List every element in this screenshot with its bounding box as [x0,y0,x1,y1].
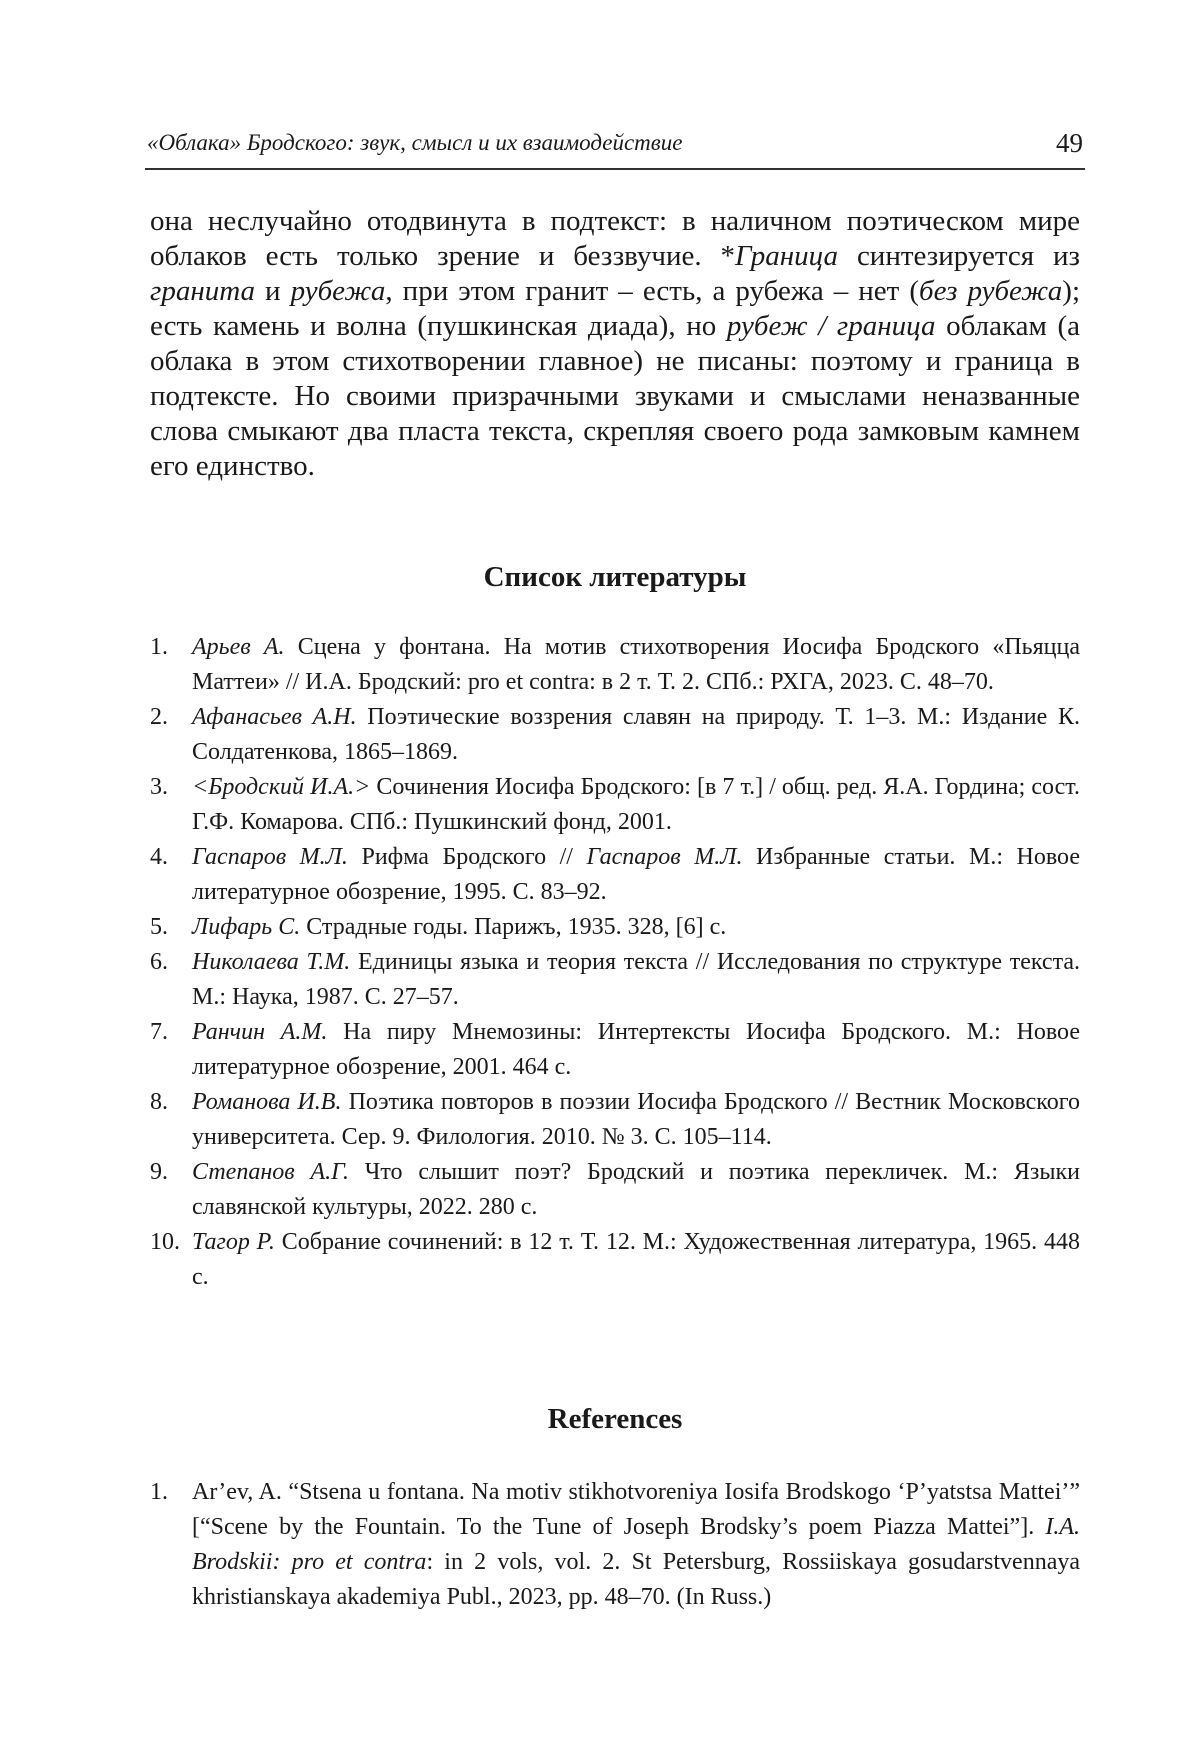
running-header [145,128,1085,170]
body-emphasis: рубежа [290,275,386,307]
item-number: 1. [150,634,168,660]
body-paragraph [150,204,1080,484]
item-author: Афанасьев А.Н. [192,704,357,730]
item-text: Сцена у фонтана. На мотив стихотворения Иосифа Бродского «Пьяцца Маттеи» // И.А. Бродский: pro et contra: в 2 т. Т. 2. СПб.: РХГА, 2023. С. 48–70. [192,634,1081,695]
literature-item [150,1225,1080,1295]
item-number: 9. [150,1159,168,1185]
item-author: Николаева Т.М. [192,949,351,975]
references-section-title: References [547,1403,683,1435]
item-text: : in 2 vols, vol. 2. St Petersburg, Rossiiskaya gosudarstvennaya khristianskaya akademiya Publ., 2023, pp. 48–70. (In Russ.) [192,1549,1081,1610]
item-text: Что слышит поэт? Бродский и поэтика перекличек. М.: Языки славянской культуры, 2022. 280 с. [192,1159,1080,1220]
running-title: «Облака» Бродского: звук, смысл и их взаимодействие [147,130,683,155]
item-number: 8. [150,1089,168,1115]
item-author: Арьев А. [192,634,285,660]
item-number: 3. [150,774,168,800]
item-number: 4. [150,844,168,870]
literature-item [150,945,1080,1015]
item-author: Ранчин А.М. [192,1019,328,1045]
item-text: Сочинения Иосифа Бродского: [в 7 т.] / общ. ред. Я.А. Гордина; сост. Г.Ф. Комарова. СПб.: Пушкинский фонд, 2001. [192,774,1080,835]
item-number: 6. [150,949,168,975]
literature-list [150,630,1080,1295]
literature-item [150,1085,1080,1155]
literature-item [150,1015,1080,1085]
literature-item [150,910,1080,945]
body-text-run: , при этом гранит – есть, а рубежа – нет ( [385,275,920,307]
item-number: 2. [150,704,168,730]
item-author: Степанов А.Г. [192,1159,349,1185]
literature-item [150,1155,1080,1225]
literature-item [150,700,1080,770]
item-text: Ar’ev, A. “Stsena u fontana. Na motiv stikhotvoreniya Iosifa Brodskogo ‘P’yatstsa Mattei’” [“Scene by the Fountain. To the Tune of Joseph Brodsky’s poem Piazza Mattei”]. [192,1479,1080,1540]
body-emphasis: Граница [735,240,838,272]
body-text-run: синтезируется из [837,240,1080,272]
literature-section-title: Список литературы [483,561,747,593]
page-number: 49 [1056,128,1083,158]
item-text: Страдные годы. Парижъ, 1935. 328, [6] с. [300,914,727,940]
item-text: На пиру Мнемозины: Интертексты Иосифа Бродского. М.: Новое литературное обозрение, 2001. 464 с. [192,1019,1080,1080]
item-title-italic: I.A. Brodskii: pro et contra [192,1514,1080,1575]
body-text-run: она неслучайно отодвинута в подтекст: в наличном поэтическом мире облаков есть только зрение и беззвучие. * [150,205,1080,272]
item-number: 1. [150,1479,168,1505]
item-text: Собрание сочинений: в 12 т. Т. 12. М.: Художественная литература, 1965. 448 с. [192,1229,1080,1290]
body-emphasis: гранита [150,275,255,307]
literature-item [150,840,1080,910]
body-emphasis: рубеж / граница [726,310,936,342]
item-number: 5. [150,914,168,940]
item-text: Рифма Бродского // [347,844,587,870]
item-number: 7. [150,1019,168,1045]
item-number: 10. [150,1229,180,1255]
references-list [150,1475,1080,1615]
reference-item [150,1475,1080,1615]
item-author: Гаспаров М.Л. [586,844,743,870]
literature-item [150,630,1080,700]
item-author: Лифарь С. [192,914,301,940]
item-text: Избранные статьи. М.: Новое литературное обозрение, 1995. С. 83–92. [192,844,1080,905]
literature-item [150,770,1080,840]
body-text-run: облакам (а облака в этом стихотворении главное) не писаны: поэтому и граница в подтексте. Но своими призрачными звуками и смыслами неназванные слова смыкают два пласта текста, скрепляя своего рода замковым камнем его единство. [150,310,1081,482]
body-text-run: и [255,275,291,307]
item-author: Гаспаров М.Л. [192,844,348,870]
item-author: Романова И.В. [192,1089,342,1115]
body-text-run: ); есть камень и волна (пушкинская диада), но [150,275,1080,342]
body-emphasis: без рубежа [919,275,1063,307]
item-text: Поэтика повторов в поэзии Иосифа Бродского // Вестник Московского университета. Сер. 9. Филология. 2010. № 3. С. 105–114. [192,1089,1080,1150]
item-text: Поэтические воззрения славян на природу. Т. 1–3. М.: Издание К. Солдатенкова, 1865–1869. [192,704,1080,765]
item-author: Тагор Р. [192,1229,275,1255]
item-text: Единицы языка и теория текста // Исследования по структуре текста. М.: Наука, 1987. С. 27–57. [192,949,1080,1010]
item-author: <Бродский И.А.> [192,774,371,800]
